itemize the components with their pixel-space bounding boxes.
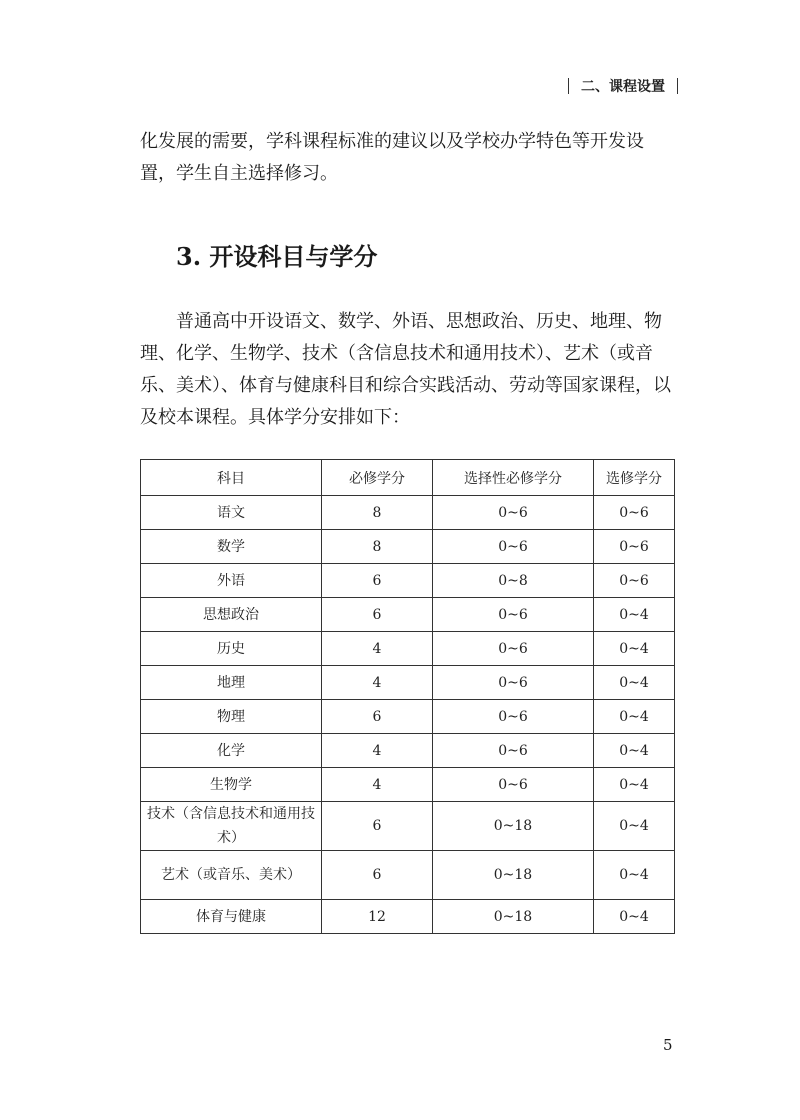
- cell-required: 6: [322, 802, 433, 851]
- cell-subject: 艺术（或音乐、美术）: [141, 851, 322, 900]
- cell-elective: 0~4: [594, 851, 675, 900]
- header-divider-left: [568, 78, 569, 94]
- table-row: [141, 632, 675, 666]
- cell-elective: 0~4: [594, 666, 675, 700]
- cell-subject: 地理: [141, 666, 322, 700]
- table-row: [141, 496, 675, 530]
- cell-elective-required: 0~6: [433, 598, 594, 632]
- cell-elective: 0~6: [594, 530, 675, 564]
- cell-elective: 0~4: [594, 768, 675, 802]
- cell-required: 6: [322, 564, 433, 598]
- running-header: [568, 76, 678, 96]
- cell-subject: 思想政治: [141, 598, 322, 632]
- cell-elective-required: 0~6: [433, 530, 594, 564]
- header-section-label: 二、课程设置: [581, 79, 665, 95]
- cell-elective-required: 0~6: [433, 734, 594, 768]
- table-row: [141, 851, 675, 900]
- cell-elective-required: 0~18: [433, 802, 594, 851]
- cell-required: 6: [322, 598, 433, 632]
- cell-elective: 0~4: [594, 802, 675, 851]
- cell-subject: 语文: [141, 496, 322, 530]
- cell-elective-required: 0~8: [433, 564, 594, 598]
- body-paragraph: 普通高中开设语文、数学、外语、思想政治、历史、地理、物理、化学、生物学、技术（含信息技术和通用技术）、艺术（或音乐、美术）、体育与健康科目和综合实践活动、劳动等国家课程，以及校本课程。具体学分安排如下：: [140, 311, 671, 428]
- cell-elective-required: 0~6: [433, 666, 594, 700]
- cell-elective-required: 0~6: [433, 768, 594, 802]
- cell-required: 8: [322, 496, 433, 530]
- table-row: [141, 700, 675, 734]
- cell-required: 4: [322, 632, 433, 666]
- cell-subject: 外语: [141, 564, 322, 598]
- cell-elective-required: 0~18: [433, 851, 594, 900]
- cell-elective: 0~6: [594, 564, 675, 598]
- cell-required: 6: [322, 700, 433, 734]
- continuation-paragraph: 化发展的需要，学科课程标准的建议以及学校办学特色等开发设置，学生自主选择修习。: [140, 131, 644, 184]
- cell-subject: 数学: [141, 530, 322, 564]
- cell-elective: 0~4: [594, 632, 675, 666]
- cell-required: 12: [322, 900, 433, 934]
- cell-elective-required: 0~18: [433, 900, 594, 934]
- cell-elective: 0~6: [594, 496, 675, 530]
- cell-required: 4: [322, 666, 433, 700]
- cell-subject: 技术（含信息技术和通用技术）: [141, 802, 322, 851]
- cell-elective: 0~4: [594, 700, 675, 734]
- cell-subject: 历史: [141, 632, 322, 666]
- cell-elective-required: 0~6: [433, 632, 594, 666]
- cell-elective-required: 0~6: [433, 700, 594, 734]
- cell-required: 8: [322, 530, 433, 564]
- cell-elective: 0~4: [594, 598, 675, 632]
- table-row: [141, 598, 675, 632]
- cell-subject: 物理: [141, 700, 322, 734]
- table-row: [141, 900, 675, 934]
- table-row: [141, 564, 675, 598]
- page-number: 5: [663, 1036, 673, 1054]
- header-divider-right: [677, 78, 678, 94]
- header-elective-credits: 选修学分: [594, 460, 675, 496]
- cell-required: 6: [322, 851, 433, 900]
- cell-subject: 生物学: [141, 768, 322, 802]
- cell-elective: 0~4: [594, 734, 675, 768]
- table-row: [141, 768, 675, 802]
- cell-elective-required: 0~6: [433, 496, 594, 530]
- table-row: [141, 530, 675, 564]
- header-elective-required-credits: 选择性必修学分: [433, 460, 594, 496]
- cell-required: 4: [322, 734, 433, 768]
- table-row: [141, 802, 675, 851]
- cell-subject: 体育与健康: [141, 900, 322, 934]
- cell-elective: 0~4: [594, 900, 675, 934]
- table-row: [141, 666, 675, 700]
- cell-subject: 化学: [141, 734, 322, 768]
- section-title: 3. 开设科目与学分: [176, 242, 378, 271]
- table-header-row: [141, 460, 675, 496]
- cell-required: 4: [322, 768, 433, 802]
- header-required-credits: 必修学分: [322, 460, 433, 496]
- table-row: [141, 734, 675, 768]
- header-subject: 科目: [141, 460, 322, 496]
- credits-table: [140, 459, 675, 934]
